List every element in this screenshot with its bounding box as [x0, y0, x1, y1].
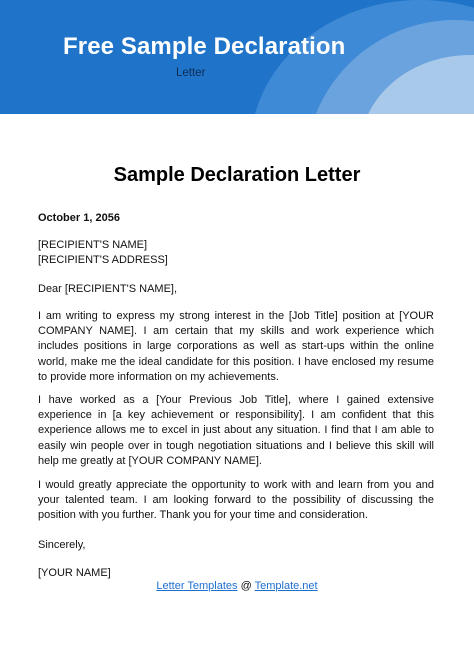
recipient-address: [RECIPIENT'S ADDRESS]	[38, 254, 168, 267]
letter-title: Sample Declaration Letter	[113, 164, 361, 186]
footer	[0, 580, 474, 592]
template-net-link[interactable]: Template.net	[254, 580, 318, 592]
signer-name: [YOUR NAME]	[38, 567, 111, 579]
footer-separator: @	[237, 580, 255, 592]
recipient-block	[38, 238, 434, 268]
banner-title: Free Sample Declaration	[63, 33, 346, 60]
paragraph-3: I would greatly appreciate the opportunity to work with and learn from you and your talented team. I am looking forward to the possibility of discussing the position with you further. Thank you for your time and consideration.	[38, 479, 434, 522]
letter-date: October 1, 2056	[38, 212, 120, 224]
letter-templates-link[interactable]: Letter Templates	[156, 580, 238, 592]
banner-subtitle: Letter	[176, 67, 206, 79]
header-banner	[0, 0, 474, 114]
paragraph-2: I have worked as a [Your Previous Job Title], where I gained extensive experience in [a key achievement or responsibility]. I am confident that this experience allows me to excel in just about any situation. I find that I am able to easily win people over in tough negotiation situations and I believe this skill will help me greatly at [YOUR COMPANY NAME].	[38, 394, 434, 467]
closing: Sincerely,	[38, 539, 86, 551]
greeting: Dear [RECIPIENT'S NAME],	[38, 283, 178, 295]
recipient-name: [RECIPIENT'S NAME]	[38, 239, 148, 251]
paragraph-1: I am writing to express my strong interest in the [Job Title] position at [YOUR COMPANY NAME]. I am certain that my skills and work experience which includes positions in large corporations as well as start-ups within the online world, make me the ideal candidate for this position. I have enclosed my resume to provide more information on my achievements.	[38, 310, 434, 383]
